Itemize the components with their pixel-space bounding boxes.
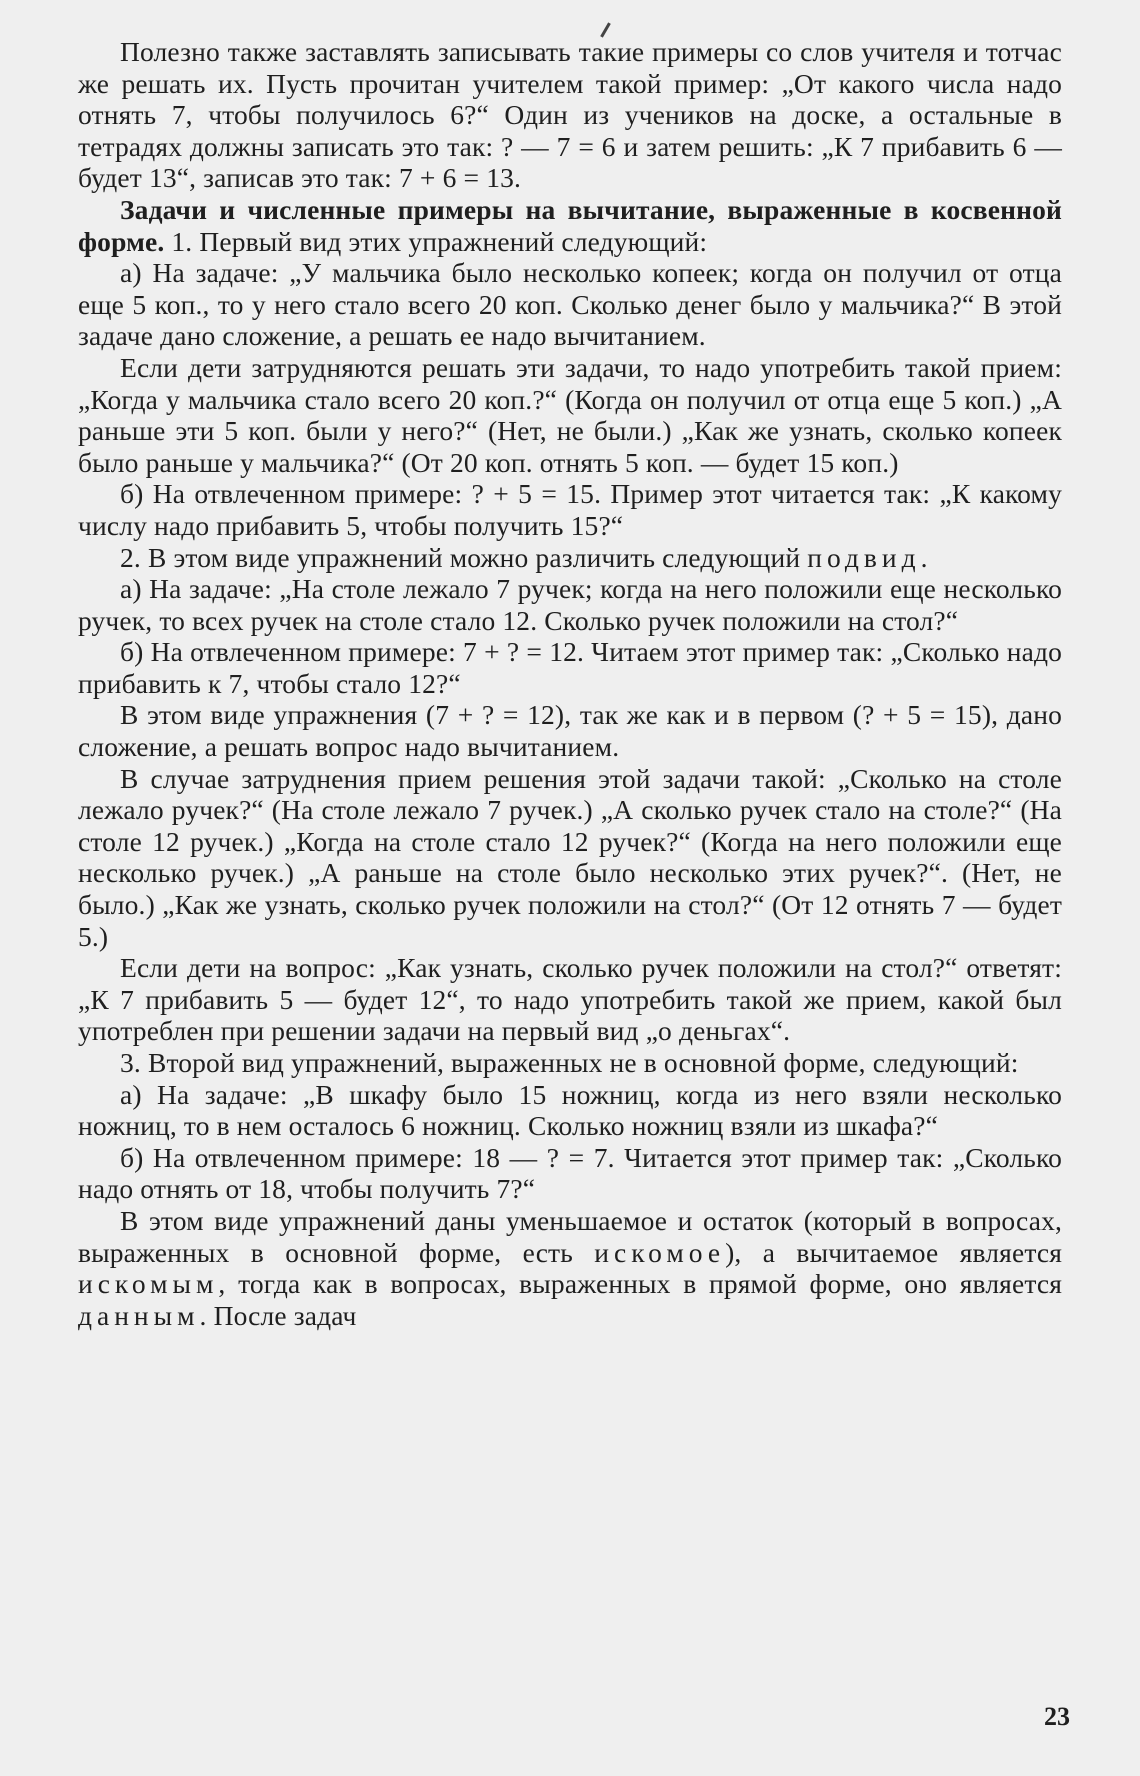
spaced-word: искомое (594, 1236, 726, 1268)
page-text (78, 36, 1062, 1331)
section-paragraph: Задачи и численные примеры на вычитание, выраженные в косвенной форме. 1. Первый вид этих упражнений следующий: (78, 193, 1062, 257)
paragraph: Полезно также заставлять записывать такие примеры со слов учителя и тотчас же решать их. Пусть прочитан учителем такой пример: „От какого числа надо отнять 7, чтобы получилось 6?“ Один из учеников на доске, а остальные в тетрадях должны записать это так: ? — 7 = 6 и затем решить: „К 7 прибавить 6 — будет 13“, записав это так: 7 + 6 = 13. (78, 36, 1062, 194)
paragraph: В этом виде упражнения (7 + ? = 12), так же как и в первом (? + 5 = 15), дано сложение, а решать вопрос надо вычитанием. (78, 699, 1062, 763)
paragraph: Если дети затрудняются решать эти задачи, то надо употребить такой прием: „Когда у мальчика стало всего 20 коп.?“ (Когда он получил от отца еще 5 коп.) „А раньше эти 5 коп. были у него?“ (Нет, не были.) „Как же узнать, сколько копеек было раньше у мальчика?“ (От 20 коп. отнять 5 коп. — будет 15 коп.) (78, 351, 1062, 478)
paragraph: В случае затруднения прием решения этой задачи такой: „Сколько на столе лежало ручек?“ (На столе лежало 7 ручек.) „А сколько ручек стало на столе?“ (На столе 12 ручек.) „Когда на столе стало 12 ручек?“ (Когда на него положили еще несколько ручек.) „А раньше на столе было несколько этих ручек?“. (Нет, не было.) „Как же узнать, сколько ручек положили на стол?“ (От 12 отнять 7 — будет 5.) (78, 762, 1062, 952)
paragraph: а) На задаче: „На столе лежало 7 ручек; когда на него положили еще несколько ручек, то всех ручек на столе стало 12. Сколько ручек положили на стол?“ (78, 573, 1062, 636)
paragraph: В этом виде упражнений даны уменьшаемое и остаток (который в вопросах, выраженных в основной форме, есть искомое), а вычитаемое является искомым, тогда как в вопросах, выраженных в прямой форме, оно является данным. После задач (78, 1204, 1062, 1331)
paragraph: Если дети на вопрос: „Как узнать, сколько ручек положили на стол?“ ответят: „К 7 прибавить 5 — будет 12“, то надо употребить такой же прием, какой был употреблен при решении задачи на первый вид „о деньгах“. (78, 952, 1062, 1047)
spaced-word: данным (78, 1299, 200, 1331)
paragraph: б) На отвлеченном примере: 18 — ? = 7. Читается этот пример так: „Сколько надо отнять от 18, чтобы получить 7?“ (78, 1141, 1062, 1205)
paragraph: б) На отвлеченном примере: 7 + ? = 12. Читаем этот пример так: „Сколько надо прибавить к 7, чтобы стало 12?“ (78, 636, 1062, 699)
section-heading: Задачи и численные примеры на вычитание, выраженные в косвенной форме. (78, 193, 1062, 257)
spaced-word: искомым (78, 1268, 219, 1300)
spaced-word: подвид. (807, 541, 933, 573)
paragraph: а) На задаче: „В шкафу было 15 ножниц, когда из него взяли несколько ножниц, то в нем осталось 6 ножниц. Сколько ножниц взяли из шкафа?“ (78, 1078, 1062, 1142)
paragraph: а) На задаче: „У мальчика было несколько копеек; когда он получил от отца еще 5 коп., то у него стало всего 20 коп. Сколько денег было у мальчика?“ В этой задаче дано сложение, а решать ее надо вычитанием. (78, 257, 1062, 352)
paragraph: б) На отвлеченном примере: ? + 5 = 15. Пример этот читается так: „К какому числу надо прибавить 5, чтобы получить 15?“ (78, 478, 1062, 541)
page-number: 23 (1044, 1702, 1070, 1731)
paragraph: 2. В этом виде упражнений можно различить следующий подвид. (120, 541, 933, 573)
paragraph: 3. Второй вид упражнений, выраженных не в основной форме, следующий: (120, 1047, 1019, 1078)
